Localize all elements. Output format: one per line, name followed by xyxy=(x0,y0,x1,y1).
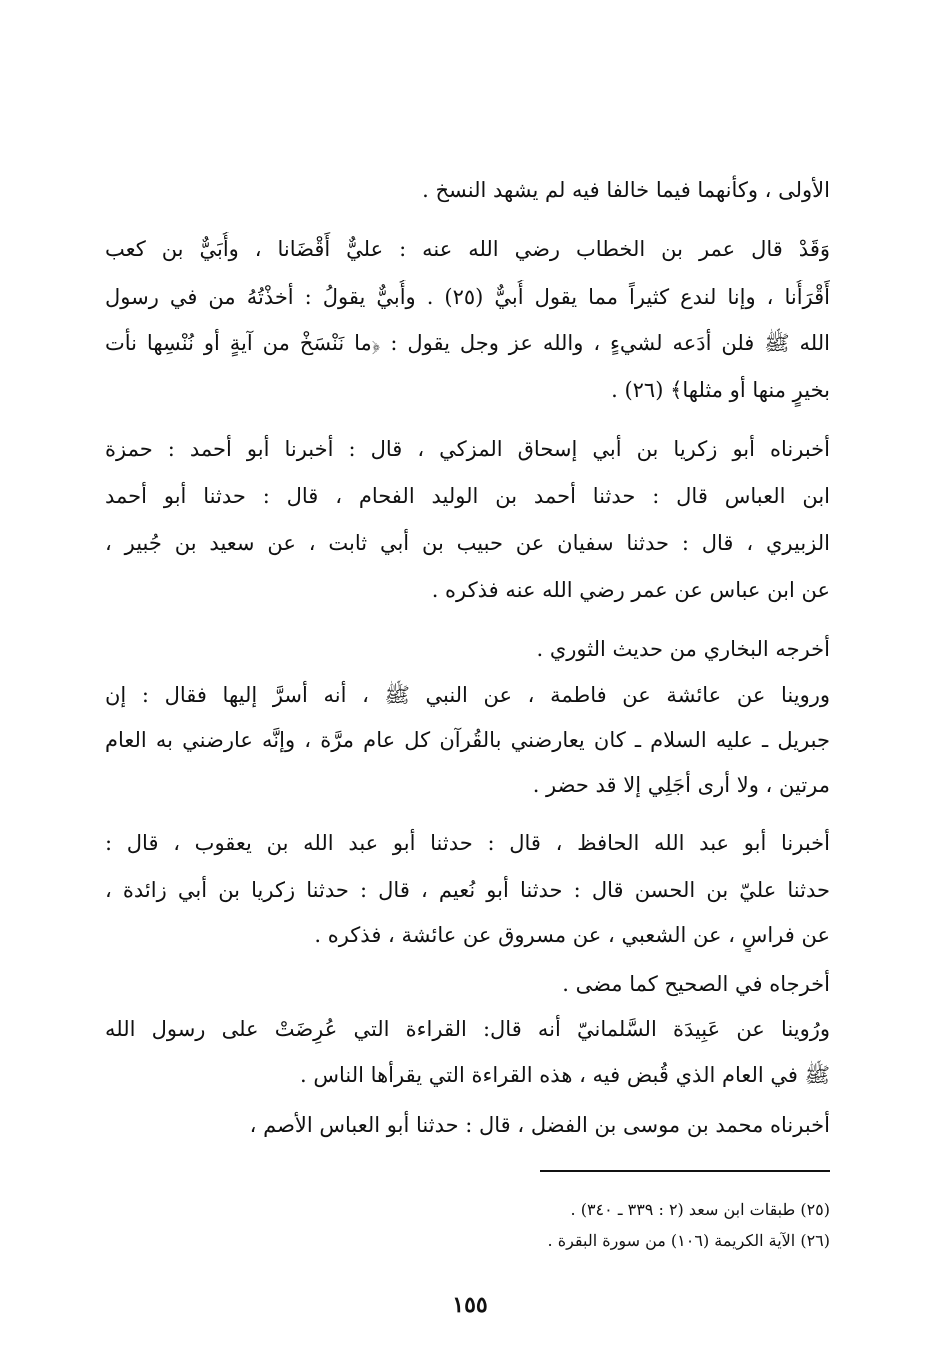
text-line: الله ﷺ فلن أدَعه لشيءٍ ، والله عز وجل يقول : ﴿ما نَنْسَخْ من آيةٍ أو نُنْسِها نأت xyxy=(105,331,830,355)
text-line: وَقَدْ قال عمر بن الخطاب رضي الله عنه : عليٌّ أَقْضَانا ، وأُبَيٌّ بن كعب xyxy=(105,237,830,261)
footnote: (٢٥) طبقات ابن سعد (٢ : ٣٣٩ ـ ٣٤٠) . xyxy=(570,1200,830,1219)
text-line: أخبرنا أبو عبد الله الحافظ ، قال : حدثنا أبو عبد الله بن يعقوب ، قال : xyxy=(105,831,830,855)
text-line: عن فراسٍ ، عن الشعبي ، عن مسروق عن عائشة ، فذكره . xyxy=(314,923,830,947)
text-line: أخرجه البخاري من حديث الثوري . xyxy=(536,637,830,661)
text-line: أَقْرَأُنا ، وإنا لندع كثيراً مما يقول أُبيٌّ (٢٥) . وأُبيٌّ يقولُ : أخذْتُهُ من في رسول xyxy=(105,285,830,309)
text-line: ﷺ في العام الذي قُبض فيه ، هذه القراءة التي يقرأها الناس . xyxy=(300,1063,830,1087)
text-line: حدثنا عليّ بن الحسن قال : حدثنا أبو نُعيم ، قال : حدثنا زكريا بن أبي زائدة ، xyxy=(105,878,830,902)
text-line: أخبرناه محمد بن موسى بن الفضل ، قال : حدثنا أبو العباس الأصم ، xyxy=(249,1113,830,1137)
text-line: أخبرناه أبو زكريا بن أبي إسحاق المزكي ، قال : أخبرنا أبو أحمد : حمزة xyxy=(105,437,830,461)
text-line: وروينا عن عائشة عن فاطمة ، عن النبي ﷺ ، أنه أسرَّ إليها فقال : إن xyxy=(105,683,830,707)
text-line: الزبيري ، قال : حدثنا سفيان عن حبيب بن أبي ثابت ، عن سعيد بن جُبير ، xyxy=(105,531,830,555)
text-line: مرتين ، ولا أرى أجَلِي إلا قد حضر . xyxy=(532,773,830,797)
page-number: ١٥٥ xyxy=(452,1292,488,1318)
text-line: الأولى ، وكأنهما فيما خالفا فيه لم يشهد النسخ . xyxy=(422,178,830,202)
text-line: عن ابن عباس عن عمر رضي الله عنه فذكره . xyxy=(431,578,830,602)
text-line: أخرجاه في الصحيح كما مضى . xyxy=(562,972,830,996)
text-line: جبريل ـ عليه السلام ـ كان يعارضني بالقُرآن كل عام مرَّة ، وإنَّه عارضني به العام xyxy=(105,728,830,752)
text-line: بخيرٍ منها أو مثلها﴾ (٢٦) . xyxy=(611,378,830,402)
footnote-divider xyxy=(540,1170,830,1172)
footnote: (٢٦) الآية الكريمة (١٠٦) من سورة البقرة . xyxy=(547,1231,830,1250)
text-line: ابن العباس قال : حدثنا أحمد بن الوليد الفحام ، قال : حدثنا أبو أحمد xyxy=(105,484,830,508)
text-line: ورُوينا عن عَبِيدَة السَّلمانيّ أنه قال: القراءة التي عُرِضَتْ على رسول الله xyxy=(105,1017,830,1041)
